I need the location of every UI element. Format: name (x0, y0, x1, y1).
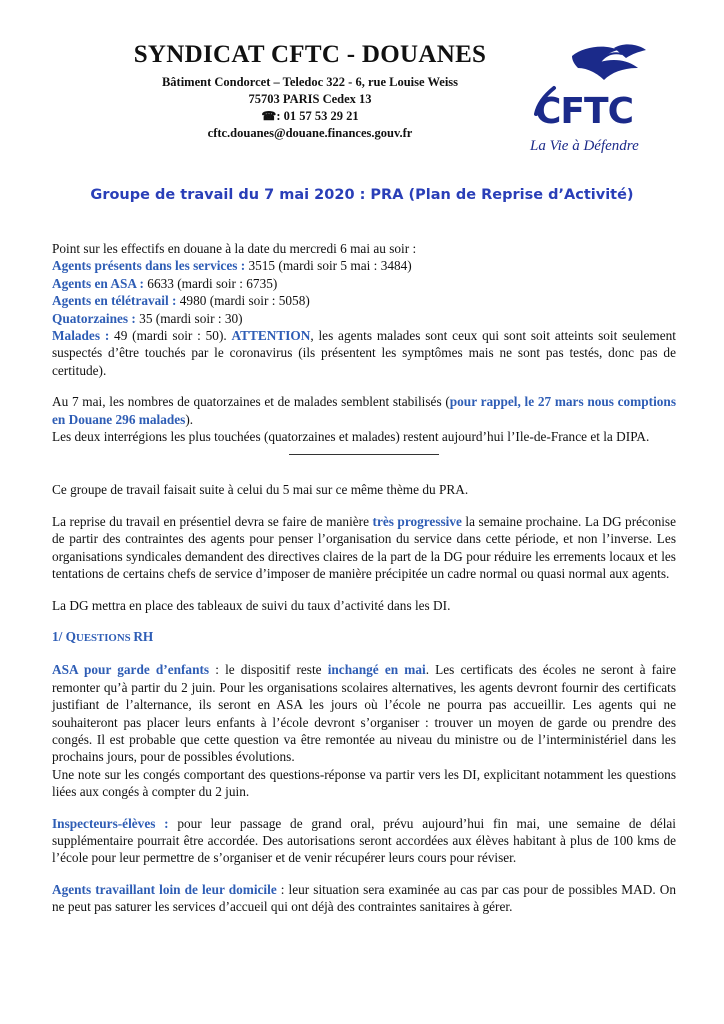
attention-label: ATTENTION (231, 328, 311, 344)
presents-label: Agents présents dans les services : (52, 258, 246, 274)
section-heading-rh (52, 628, 676, 647)
address-line-1: Bâtiment Condorcet – Teledoc 322 - 6, rue Louise Weiss (161, 75, 459, 89)
inspecteurs-paragraph (52, 815, 676, 867)
conges-note-paragraph: Une note sur les congés comportant des questions-réponse va partir vers les DI, explicitant notamment les questions liées aux congés à compter du 2 juin. (52, 766, 676, 800)
reprise-paragraph (52, 513, 676, 583)
inspecteurs-label: Inspecteurs-élèves : (52, 815, 169, 831)
asa-garde-paragraph (52, 661, 676, 765)
asa-garde-text-end: . Les certificats des écoles ne seront à faire remonter qu’à partir du 2 juin. Pour les organisations scolaires alternatives, les agents devront fournir des certificats justifiant de l’alternance, ils seront en ASA les jours où l’école ne pourra pas accueillir. Les agents qui ne souhaiteront pas placer leurs enfants à l’école devront s’organiser : trouver un moyen de garde ou prendre des congés. Il est probable que cette question va être remontée au niveau du ministre ou de l’interministériel dans les prochains jours, pour de possibles évolutions. (52, 662, 677, 765)
inspecteurs-text: pour leur passage de grand oral, prévu aujourd’hui fin mai, une semaine de délai supplémentaire pourrait être accordée. Des autorisations seront accordées aux élèves habitant à plus de 100 kms de l’école pour leur permettre de s’organiser et de venir récupérer leurs cours pour réviser. (52, 815, 676, 866)
phone-number: : 01 57 53 29 21 (276, 109, 359, 123)
agents-loin-label: Agents travaillant loin de leur domicile (52, 881, 277, 897)
malades-label: Malades : (52, 328, 110, 344)
agents-loin-paragraph (52, 881, 676, 916)
section-word1: UESTIONS (76, 631, 134, 644)
presents-value: 3515 (mardi soir 5 mai : 3484) (245, 258, 412, 274)
teletravail-value: 4980 (mardi soir : 5058) (176, 293, 310, 309)
stabilisation-highlight: pour rappel, le 27 mars nous comptions en Douane 296 malades (52, 394, 676, 427)
logo-text: CFTC (535, 91, 633, 132)
malades-value: 49 (mardi soir : 50). (109, 328, 232, 344)
effectifs-presents (52, 257, 676, 274)
phone-icon: ☎ (261, 109, 277, 123)
section-number: 1/ Q (52, 628, 77, 644)
effectifs-malades (52, 327, 676, 379)
document-title: Groupe de travail du 7 mai 2020 : PRA (Plan de Reprise d’Activité) (90, 187, 634, 203)
effectifs-asa (52, 275, 676, 292)
stabilisation-text: Au 7 mai, les nombres de quatorzaines et de malades semblent stabilisés ( (52, 394, 450, 410)
agents-loin-text: : leur situation sera examinée au cas par cas pour de possibles MAD. On ne peut pas saturer les services d’accueil qui ont déjà des contraintes sanitaires à gérer. (52, 881, 676, 915)
section-word2: RH (133, 628, 154, 644)
effectifs-quatorzaines (52, 310, 676, 327)
effectifs-intro: Point sur les effectifs en douane à la date du mercredi 6 mai au soir : (52, 241, 417, 256)
stabilisation-paragraph (52, 393, 676, 428)
interregions-paragraph: Les deux interrégions les plus touchées (quatorzaines et malades) restent aujourd’hui l’Ile-de-France et la DIPA. (52, 429, 650, 445)
reprise-highlight: très progressive (372, 513, 462, 529)
asa-garde-text: : le dispositif reste (209, 662, 328, 678)
reprise-text-end: la semaine prochaine. La DG préconise de partir des contraintes des agents pour penser l’organisation du service dans cette période, et non l’inverse. Les organisations syndicales demandent des directives claires de la part de la DG pour réduire les errements locaux et les tentations de certains chefs de service d’imposer de manière précipitée un cadre normal ou quasi normal aux agents. (52, 513, 677, 582)
teletravail-label: Agents en télétravail : (52, 293, 177, 309)
document-body (52, 240, 676, 916)
reprise-text: La reprise du travail en présentiel devra se faire de manière (52, 513, 373, 529)
asa-label: Agents en ASA : (52, 275, 144, 291)
effectifs-teletravail (52, 292, 676, 309)
quatorzaines-label: Quatorzaines : (52, 310, 136, 326)
logo-slogan: La Vie à Défendre (530, 138, 639, 154)
separator-line (289, 454, 439, 455)
org-name: SYNDICAT CFTC - DOUANES (133, 41, 487, 68)
phone-line (110, 108, 510, 124)
quatorzaines-value: 35 (mardi soir : 30) (135, 310, 243, 326)
gt-suite-paragraph: Ce groupe de travail faisait suite à celui du 5 mai sur ce même thème du PRA. (52, 482, 469, 498)
asa-garde-highlight: inchangé en mai (327, 662, 426, 678)
tableaux-paragraph: La DG mettra en place des tableaux de suivi du taux d’activité dans les DI. (52, 597, 451, 613)
email-line: cftc.douanes@douane.finances.gouv.fr (207, 126, 413, 140)
asa-garde-label: ASA pour garde d’enfants (52, 662, 210, 678)
asa-value: 6633 (mardi soir : 6735) (143, 275, 278, 291)
letterhead (0, 0, 724, 160)
stabilisation-text-end: ). (185, 411, 194, 427)
address-line-2: 75703 PARIS Cedex 13 (248, 92, 372, 106)
attention-text: , les agents malades sont ceux qui sont soit atteints soit seulement suspectés d’être touchés par le coronavirus (ils présentent les symptômes mais ne sont pas testés, donc pas de certitude). (52, 328, 676, 378)
